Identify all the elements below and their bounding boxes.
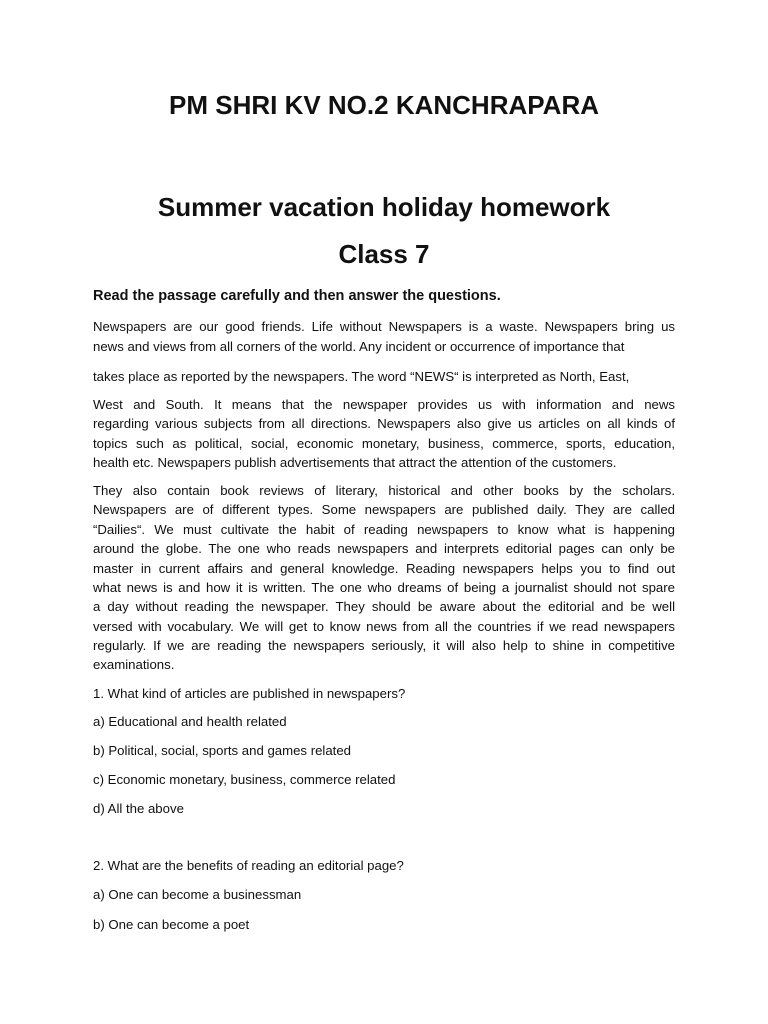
instruction: Read the passage carefully and then answer the questions. xyxy=(93,288,501,304)
passage-line: topics such as political, social, economic monetary, business, commerce, sports, education, xyxy=(93,436,675,451)
question-2: 2. What are the benefits of reading an editorial page? xyxy=(93,858,404,873)
class-label: Class 7 xyxy=(338,239,430,269)
passage-line: regarding various subjects from all directions. Newspapers also give us articles on all kinds of xyxy=(93,416,675,431)
passage-line: health etc. Newspapers publish advertisements that attract the attention of the customers. xyxy=(93,455,617,470)
option: d) All the above xyxy=(93,801,184,816)
passage-line: takes place as reported by the newspapers. The word “NEWS“ is interpreted as North, East, xyxy=(93,369,630,384)
passage-line: versed with vocabulary. We will get to know news from all the countries if we read newspapers xyxy=(93,619,675,634)
passage-line: a day without reading the newspaper. They should be aware about the editorial and be well xyxy=(93,599,675,614)
page-title: Summer vacation holiday homework xyxy=(157,192,611,222)
passage-line: master in current affairs and general knowledge. Reading newspapers helps you to find out xyxy=(93,561,675,576)
passage-line: They also contain book reviews of literary, historical and other books by the scholars. xyxy=(93,483,675,498)
option: c) Economic monetary, business, commerce related xyxy=(93,772,396,787)
option: b) One can become a poet xyxy=(93,917,250,932)
passage-line: West and South. It means that the newspaper provides us with information and news xyxy=(93,397,675,412)
passage-line: Newspapers are of different types. Some newspapers are published daily. They are called xyxy=(93,502,675,517)
passage-line: what news is and how it is written. The one who dreams of being a journalist should not spare xyxy=(93,580,675,595)
question-1: 1. What kind of articles are published in newspapers? xyxy=(93,686,406,701)
passage-line: “Dailies“. We must cultivate the habit of reading newspapers to know what is happening xyxy=(93,522,675,537)
passage-line: examinations. xyxy=(93,657,175,672)
option: a) One can become a businessman xyxy=(93,887,302,902)
passage-line: around the globe. The one who reads newspapers and interprets editorial pages can only be xyxy=(93,541,675,556)
option: b) Political, social, sports and games related xyxy=(93,743,352,758)
passage-line: news and views from all corners of the world. Any incident or occurrence of importance that xyxy=(93,339,625,354)
school-name: PM SHRI KV NO.2 KANCHRAPARA xyxy=(169,90,599,120)
passage-line: regularly. If we are reading the newspapers seriously, it will also help to shine in competitive xyxy=(93,638,675,653)
passage-line: Newspapers are our good friends. Life without Newspapers is a waste. Newspapers bring us xyxy=(93,319,675,334)
option: a) Educational and health related xyxy=(93,714,287,729)
